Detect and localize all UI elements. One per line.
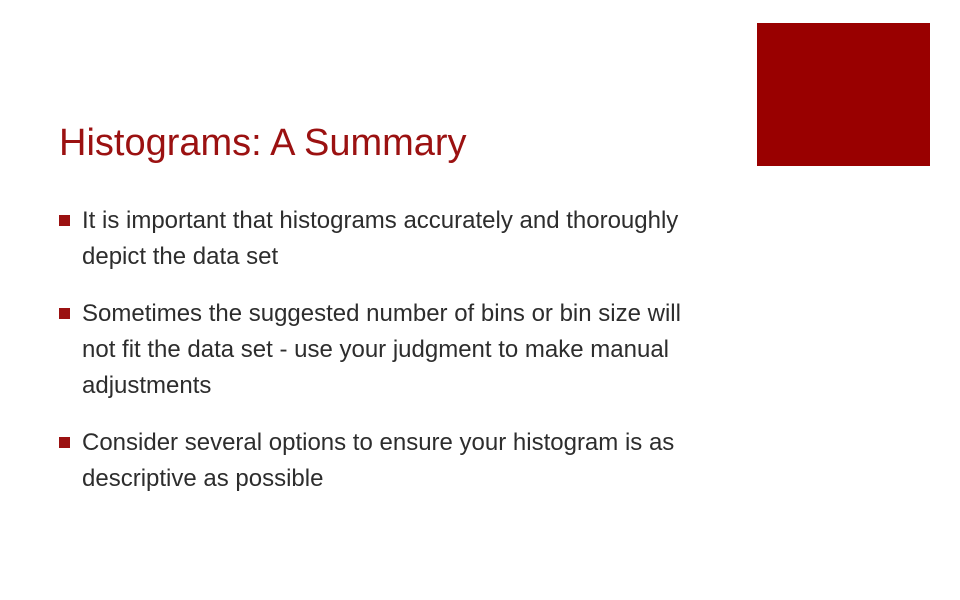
bullet-item	[59, 425, 709, 497]
slide-title: Histograms: A Summary	[59, 122, 467, 164]
bullet-item	[59, 296, 709, 404]
accent-block	[757, 23, 930, 166]
square-bullet-icon	[59, 437, 70, 448]
bullet-text: It is important that histograms accurately and thoroughly depict the data set	[82, 207, 679, 270]
bullet-item	[59, 203, 709, 275]
bullet-text: Consider several options to ensure your histogram is as descriptive as possible	[82, 429, 675, 492]
bullet-text: Sometimes the suggested number of bins or bin size will not fit the data set - use your judgment to make manual adjustments	[82, 300, 681, 399]
bullet-list	[59, 203, 709, 497]
square-bullet-icon	[59, 308, 70, 319]
square-bullet-icon	[59, 215, 70, 226]
